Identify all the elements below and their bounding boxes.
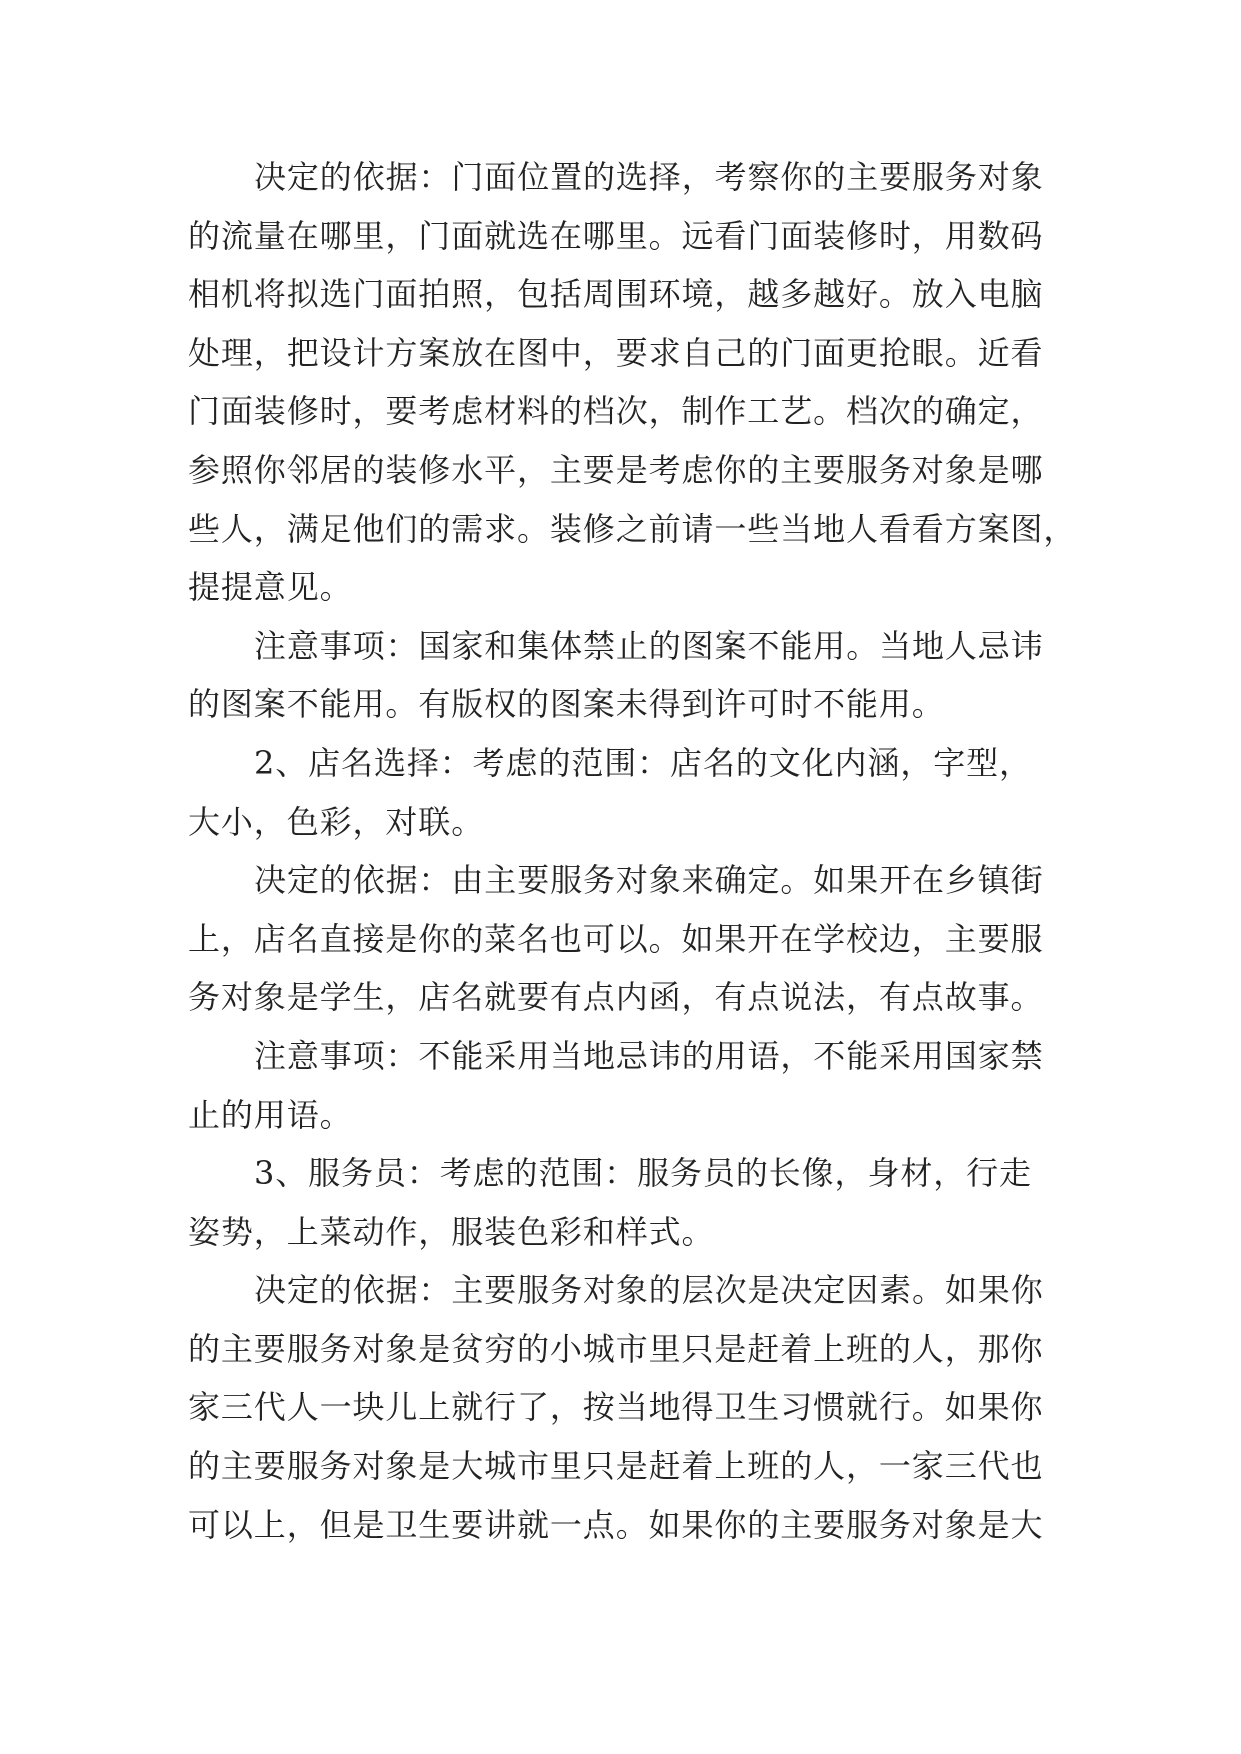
text-line: 家三代人一块儿上就行了，按当地得卫生习惯就行。如果你: [188, 1388, 1044, 1427]
text-line: 大小，色彩，对联。: [188, 802, 485, 841]
text-line: 决定的依据：门面位置的选择，考察你的主要服务对象: [254, 158, 1044, 196]
text-line: 上，店名直接是你的菜名也可以。如果开在学校边，主要服: [188, 919, 1044, 958]
text-line: 注意事项：不能采用当地忌讳的用语，不能采用国家禁: [254, 1036, 1044, 1075]
text-line: 的主要服务对象是贫穷的小城市里只是赶着上班的人，那你: [188, 1329, 1044, 1368]
text-line: 的流量在哪里，门面就选在哪里。远看门面装修时，用数码: [188, 216, 1044, 255]
text-line: 姿势，上菜动作，服装色彩和样式。: [188, 1212, 715, 1251]
text-line: 的图案不能用。有版权的图案未得到许可时不能用。: [188, 685, 945, 724]
text-line: 务对象是学生，店名就要有点内函，有点说法，有点故事。: [188, 978, 1044, 1017]
text-line: 门面装修时，要考虑材料的档次，制作工艺。档次的确定，: [188, 392, 1044, 431]
text-line: 参照你邻居的装修水平，主要是考虑你的主要服务对象是哪: [188, 450, 1044, 489]
text-line: 些人，满足他们的需求。装修之前请一些当地人看看方案图，: [188, 509, 1077, 548]
text-line: 可以上，但是卫生要讲就一点。如果你的主要服务对象是大: [188, 1505, 1044, 1544]
text-line: 决定的依据：主要服务对象的层次是决定因素。如果你: [254, 1271, 1044, 1310]
text-line: 2、店名选择：考虑的范围：店名的文化内涵，字型，: [254, 743, 1032, 782]
text-line: 止的用语。: [188, 1095, 353, 1134]
text-line: 相机将拟选门面拍照，包括周围环境，越多越好。放入电脑: [188, 275, 1044, 314]
text-line: 3、服务员：考虑的范围：服务员的长像，身材，行走: [254, 1154, 1032, 1193]
text-line: 决定的依据：由主要服务对象来确定。如果开在乡镇街: [254, 861, 1044, 900]
document-body: [188, 157, 1078, 1563]
text-line: 处理，把设计方案放在图中，要求自己的门面更抢眼。近看: [188, 333, 1044, 372]
text-line: 注意事项：国家和集体禁止的图案不能用。当地人忌讳: [254, 626, 1044, 665]
text-line: 的主要服务对象是大城市里只是赶着上班的人，一家三代也: [188, 1447, 1044, 1486]
text-line: 提提意见。: [188, 568, 353, 607]
